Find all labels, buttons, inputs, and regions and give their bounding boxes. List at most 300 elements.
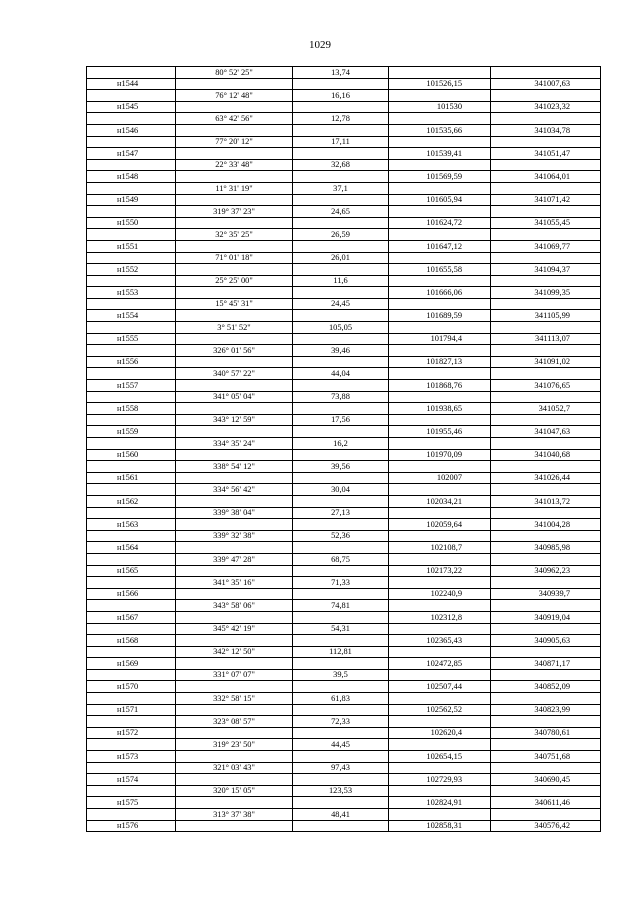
y-coordinate-cell — [491, 716, 601, 728]
y-coordinate-cell — [491, 438, 601, 450]
distance-cell — [293, 426, 389, 438]
point-name-cell: н1559 — [87, 426, 176, 438]
angle-cell: 340° 57' 22" — [176, 368, 293, 380]
angle-cell: 22° 33' 48" — [176, 159, 293, 171]
y-coordinate-cell: 340751,68 — [491, 751, 601, 763]
y-coordinate-cell — [491, 577, 601, 589]
x-coordinate-cell: 101666,06 — [389, 287, 491, 299]
point-name-cell — [87, 507, 176, 519]
x-coordinate-cell: 101689,59 — [389, 310, 491, 322]
angle-cell: 334° 56' 42" — [176, 484, 293, 496]
angle-cell — [176, 797, 293, 809]
distance-cell: 12,78 — [293, 113, 389, 125]
y-coordinate-cell — [491, 159, 601, 171]
x-coordinate-cell — [389, 368, 491, 380]
y-coordinate-cell: 341099,35 — [491, 287, 601, 299]
angle-cell — [176, 287, 293, 299]
point-name-cell: н1558 — [87, 403, 176, 415]
point-name-cell: н1564 — [87, 542, 176, 554]
x-coordinate-cell — [389, 577, 491, 589]
y-coordinate-cell: 340939,7 — [491, 588, 601, 600]
point-name-cell: н1562 — [87, 495, 176, 507]
distance-cell — [293, 148, 389, 160]
x-coordinate-cell — [389, 600, 491, 612]
y-coordinate-cell — [491, 298, 601, 310]
angle-cell: 339° 32' 38" — [176, 530, 293, 542]
point-name-cell — [87, 252, 176, 264]
angle-cell: 319° 23' 50" — [176, 739, 293, 751]
point-name-cell: н1552 — [87, 264, 176, 276]
x-coordinate-cell: 102365,43 — [389, 635, 491, 647]
y-coordinate-cell: 341076,65 — [491, 380, 601, 392]
angle-cell — [176, 635, 293, 647]
angle-cell — [176, 704, 293, 716]
x-coordinate-cell: 102824,91 — [389, 797, 491, 809]
x-coordinate-cell — [389, 322, 491, 334]
angle-cell — [176, 426, 293, 438]
angle-cell — [176, 78, 293, 90]
y-coordinate-cell — [491, 275, 601, 287]
point-name-cell — [87, 368, 176, 380]
y-coordinate-cell — [491, 623, 601, 635]
distance-cell — [293, 727, 389, 739]
segment-row — [87, 229, 601, 241]
x-coordinate-cell: 101955,46 — [389, 426, 491, 438]
segment-row — [87, 438, 601, 450]
segment-row — [87, 623, 601, 635]
angle-cell: 25° 25' 00" — [176, 275, 293, 287]
distance-cell — [293, 611, 389, 623]
x-coordinate-cell — [389, 623, 491, 635]
distance-cell — [293, 635, 389, 647]
point-name-cell: н1545 — [87, 101, 176, 113]
point-name-cell — [87, 67, 176, 79]
point-name-cell: н1573 — [87, 751, 176, 763]
distance-cell — [293, 403, 389, 415]
angle-cell: 77° 20' 12" — [176, 136, 293, 148]
point-name-cell — [87, 646, 176, 658]
angle-cell: 320° 15' 05" — [176, 785, 293, 797]
point-row — [87, 264, 601, 276]
point-name-cell: н1571 — [87, 704, 176, 716]
y-coordinate-cell: 341023,32 — [491, 101, 601, 113]
y-coordinate-cell — [491, 252, 601, 264]
point-row — [87, 774, 601, 786]
point-name-cell — [87, 739, 176, 751]
x-coordinate-cell — [389, 229, 491, 241]
point-name-cell — [87, 577, 176, 589]
point-row — [87, 333, 601, 345]
distance-cell: 61,83 — [293, 693, 389, 705]
angle-cell — [176, 495, 293, 507]
segment-row — [87, 553, 601, 565]
point-row — [87, 519, 601, 531]
angle-cell — [176, 124, 293, 136]
x-coordinate-cell: 101530 — [389, 101, 491, 113]
distance-cell: 68,75 — [293, 553, 389, 565]
distance-cell: 39,5 — [293, 669, 389, 681]
x-coordinate-cell — [389, 693, 491, 705]
y-coordinate-cell — [491, 484, 601, 496]
point-name-cell — [87, 322, 176, 334]
y-coordinate-cell — [491, 739, 601, 751]
distance-cell — [293, 124, 389, 136]
x-coordinate-cell — [389, 113, 491, 125]
x-coordinate-cell: 102858,31 — [389, 820, 491, 832]
point-name-cell — [87, 785, 176, 797]
point-row — [87, 704, 601, 716]
point-name-cell: н1547 — [87, 148, 176, 160]
x-coordinate-cell — [389, 785, 491, 797]
point-name-cell — [87, 345, 176, 357]
y-coordinate-cell — [491, 391, 601, 403]
y-coordinate-cell — [491, 90, 601, 102]
point-name-cell — [87, 414, 176, 426]
point-name-cell: н1572 — [87, 727, 176, 739]
distance-cell: 11,6 — [293, 275, 389, 287]
point-name-cell — [87, 669, 176, 681]
y-coordinate-cell: 341052,7 — [491, 403, 601, 415]
x-coordinate-cell — [389, 206, 491, 218]
point-row — [87, 194, 601, 206]
angle-cell — [176, 240, 293, 252]
angle-cell — [176, 519, 293, 531]
y-coordinate-cell: 340871,17 — [491, 658, 601, 670]
point-name-cell — [87, 206, 176, 218]
y-coordinate-cell — [491, 785, 601, 797]
angle-cell — [176, 310, 293, 322]
distance-cell: 74,81 — [293, 600, 389, 612]
x-coordinate-cell — [389, 67, 491, 79]
segment-row — [87, 646, 601, 658]
angle-cell: 342° 12' 50" — [176, 646, 293, 658]
x-coordinate-cell — [389, 739, 491, 751]
angle-cell — [176, 333, 293, 345]
distance-cell: 16,16 — [293, 90, 389, 102]
point-name-cell — [87, 553, 176, 565]
x-coordinate-cell — [389, 438, 491, 450]
y-coordinate-cell — [491, 461, 601, 473]
distance-cell — [293, 542, 389, 554]
distance-cell — [293, 565, 389, 577]
x-coordinate-cell — [389, 646, 491, 658]
y-coordinate-cell — [491, 693, 601, 705]
x-coordinate-cell: 102472,85 — [389, 658, 491, 670]
y-coordinate-cell — [491, 206, 601, 218]
point-name-cell — [87, 461, 176, 473]
y-coordinate-cell: 341064,01 — [491, 171, 601, 183]
y-coordinate-cell — [491, 414, 601, 426]
point-row — [87, 611, 601, 623]
segment-row — [87, 762, 601, 774]
x-coordinate-cell: 101655,58 — [389, 264, 491, 276]
distance-cell — [293, 681, 389, 693]
point-name-cell — [87, 762, 176, 774]
x-coordinate-cell — [389, 669, 491, 681]
segment-row — [87, 693, 601, 705]
angle-cell — [176, 727, 293, 739]
angle-cell — [176, 751, 293, 763]
segment-row — [87, 785, 601, 797]
point-row — [87, 426, 601, 438]
y-coordinate-cell: 340823,99 — [491, 704, 601, 716]
angle-cell: 319° 37' 23" — [176, 206, 293, 218]
point-row — [87, 449, 601, 461]
x-coordinate-cell — [389, 716, 491, 728]
page-number: 1029 — [309, 39, 331, 51]
angle-cell — [176, 148, 293, 160]
point-name-cell — [87, 484, 176, 496]
point-row — [87, 148, 601, 160]
y-coordinate-cell — [491, 229, 601, 241]
y-coordinate-cell: 341071,42 — [491, 194, 601, 206]
y-coordinate-cell — [491, 182, 601, 194]
distance-cell — [293, 588, 389, 600]
angle-cell — [176, 611, 293, 623]
segment-row — [87, 669, 601, 681]
angle-cell: 323° 08' 57" — [176, 716, 293, 728]
distance-cell — [293, 774, 389, 786]
x-coordinate-cell — [389, 159, 491, 171]
segment-row — [87, 322, 601, 334]
distance-cell — [293, 171, 389, 183]
y-coordinate-cell: 340919,04 — [491, 611, 601, 623]
angle-cell: 71° 01' 18" — [176, 252, 293, 264]
angle-cell — [176, 542, 293, 554]
x-coordinate-cell: 101868,76 — [389, 380, 491, 392]
angle-cell: 345° 42' 19" — [176, 623, 293, 635]
distance-cell: 97,43 — [293, 762, 389, 774]
point-name-cell — [87, 623, 176, 635]
x-coordinate-cell — [389, 461, 491, 473]
point-row — [87, 565, 601, 577]
segment-row — [87, 136, 601, 148]
distance-cell: 39,46 — [293, 345, 389, 357]
angle-cell — [176, 217, 293, 229]
x-coordinate-cell: 101827,13 — [389, 356, 491, 368]
point-row — [87, 310, 601, 322]
y-coordinate-cell: 341113,07 — [491, 333, 601, 345]
distance-cell: 24,65 — [293, 206, 389, 218]
distance-cell: 24,45 — [293, 298, 389, 310]
point-name-cell: н1570 — [87, 681, 176, 693]
point-name-cell — [87, 298, 176, 310]
x-coordinate-cell: 102007 — [389, 472, 491, 484]
angle-cell: 343° 58' 06" — [176, 600, 293, 612]
segment-row — [87, 507, 601, 519]
segment-row — [87, 345, 601, 357]
point-name-cell: н1554 — [87, 310, 176, 322]
x-coordinate-cell — [389, 391, 491, 403]
x-coordinate-cell: 102507,44 — [389, 681, 491, 693]
distance-cell — [293, 820, 389, 832]
point-name-cell — [87, 90, 176, 102]
angle-cell: 339° 38' 04" — [176, 507, 293, 519]
y-coordinate-cell: 341069,77 — [491, 240, 601, 252]
point-name-cell — [87, 182, 176, 194]
distance-cell: 52,36 — [293, 530, 389, 542]
y-coordinate-cell — [491, 67, 601, 79]
distance-cell — [293, 658, 389, 670]
segment-row — [87, 252, 601, 264]
distance-cell: 39,56 — [293, 461, 389, 473]
y-coordinate-cell: 341007,63 — [491, 78, 601, 90]
angle-cell — [176, 565, 293, 577]
angle-cell — [176, 658, 293, 670]
point-row — [87, 124, 601, 136]
y-coordinate-cell: 341013,72 — [491, 495, 601, 507]
segment-row — [87, 159, 601, 171]
point-row — [87, 240, 601, 252]
point-row — [87, 658, 601, 670]
point-name-cell — [87, 530, 176, 542]
angle-cell: 331° 07' 07" — [176, 669, 293, 681]
distance-cell — [293, 380, 389, 392]
y-coordinate-cell: 341040,68 — [491, 449, 601, 461]
y-coordinate-cell — [491, 507, 601, 519]
y-coordinate-cell — [491, 669, 601, 681]
x-coordinate-cell: 101535,66 — [389, 124, 491, 136]
y-coordinate-cell: 341105,99 — [491, 310, 601, 322]
point-name-cell — [87, 391, 176, 403]
angle-cell: 313° 37' 38" — [176, 809, 293, 821]
point-name-cell — [87, 159, 176, 171]
y-coordinate-cell — [491, 113, 601, 125]
angle-cell — [176, 101, 293, 113]
y-coordinate-cell — [491, 322, 601, 334]
point-row — [87, 217, 601, 229]
y-coordinate-cell — [491, 809, 601, 821]
angle-cell: 326° 01' 56" — [176, 345, 293, 357]
x-coordinate-cell: 101605,94 — [389, 194, 491, 206]
y-coordinate-cell: 341034,78 — [491, 124, 601, 136]
point-name-cell: н1550 — [87, 217, 176, 229]
point-name-cell — [87, 716, 176, 728]
x-coordinate-cell: 101526,15 — [389, 78, 491, 90]
distance-cell — [293, 356, 389, 368]
y-coordinate-cell — [491, 646, 601, 658]
distance-cell: 30,04 — [293, 484, 389, 496]
y-coordinate-cell — [491, 600, 601, 612]
x-coordinate-cell: 101624,72 — [389, 217, 491, 229]
y-coordinate-cell — [491, 762, 601, 774]
distance-cell — [293, 101, 389, 113]
distance-cell — [293, 495, 389, 507]
x-coordinate-cell — [389, 809, 491, 821]
x-coordinate-cell — [389, 90, 491, 102]
x-coordinate-cell: 102620,4 — [389, 727, 491, 739]
distance-cell: 44,04 — [293, 368, 389, 380]
distance-cell: 17,56 — [293, 414, 389, 426]
angle-cell — [176, 449, 293, 461]
point-name-cell: н1546 — [87, 124, 176, 136]
y-coordinate-cell: 341091,02 — [491, 356, 601, 368]
distance-cell — [293, 78, 389, 90]
point-name-cell — [87, 113, 176, 125]
segment-row — [87, 577, 601, 589]
y-coordinate-cell: 341004,28 — [491, 519, 601, 531]
x-coordinate-cell — [389, 507, 491, 519]
distance-cell — [293, 472, 389, 484]
point-row — [87, 495, 601, 507]
angle-cell — [176, 264, 293, 276]
point-name-cell: н1567 — [87, 611, 176, 623]
angle-cell: 32° 35' 25" — [176, 229, 293, 241]
point-name-cell: н1568 — [87, 635, 176, 647]
y-coordinate-cell: 341051,47 — [491, 148, 601, 160]
distance-cell: 32,68 — [293, 159, 389, 171]
y-coordinate-cell: 341094,37 — [491, 264, 601, 276]
point-name-cell: н1555 — [87, 333, 176, 345]
point-row — [87, 820, 601, 832]
distance-cell: 72,33 — [293, 716, 389, 728]
angle-cell — [176, 774, 293, 786]
x-coordinate-cell — [389, 275, 491, 287]
distance-cell: 27,13 — [293, 507, 389, 519]
y-coordinate-cell: 341055,45 — [491, 217, 601, 229]
distance-cell: 71,33 — [293, 577, 389, 589]
point-name-cell — [87, 136, 176, 148]
segment-row — [87, 809, 601, 821]
point-name-cell — [87, 600, 176, 612]
point-row — [87, 797, 601, 809]
point-name-cell: н1565 — [87, 565, 176, 577]
point-name-cell — [87, 438, 176, 450]
segment-row — [87, 182, 601, 194]
distance-cell: 37,1 — [293, 182, 389, 194]
angle-cell — [176, 380, 293, 392]
distance-cell: 105,05 — [293, 322, 389, 334]
point-row — [87, 727, 601, 739]
distance-cell — [293, 310, 389, 322]
segment-row — [87, 461, 601, 473]
x-coordinate-cell — [389, 182, 491, 194]
distance-cell: 123,53 — [293, 785, 389, 797]
segment-row — [87, 716, 601, 728]
y-coordinate-cell: 341026,44 — [491, 472, 601, 484]
y-coordinate-cell — [491, 368, 601, 380]
x-coordinate-cell — [389, 530, 491, 542]
angle-cell — [176, 194, 293, 206]
x-coordinate-cell — [389, 298, 491, 310]
point-row — [87, 751, 601, 763]
point-name-cell: н1566 — [87, 588, 176, 600]
angle-cell — [176, 681, 293, 693]
y-coordinate-cell: 340962,23 — [491, 565, 601, 577]
angle-cell: 11° 31' 19" — [176, 182, 293, 194]
point-row — [87, 356, 601, 368]
x-coordinate-cell: 102312,8 — [389, 611, 491, 623]
distance-cell: 112,81 — [293, 646, 389, 658]
point-name-cell: н1569 — [87, 658, 176, 670]
angle-cell: 332° 58' 15" — [176, 693, 293, 705]
point-row — [87, 171, 601, 183]
distance-cell — [293, 449, 389, 461]
x-coordinate-cell — [389, 345, 491, 357]
point-name-cell: н1563 — [87, 519, 176, 531]
distance-cell — [293, 333, 389, 345]
y-coordinate-cell: 340780,61 — [491, 727, 601, 739]
angle-cell: 338° 54' 12" — [176, 461, 293, 473]
point-row — [87, 380, 601, 392]
segment-row — [87, 391, 601, 403]
distance-cell — [293, 264, 389, 276]
angle-cell — [176, 588, 293, 600]
point-row — [87, 472, 601, 484]
x-coordinate-cell: 102240,9 — [389, 588, 491, 600]
point-row — [87, 681, 601, 693]
point-name-cell: н1575 — [87, 797, 176, 809]
